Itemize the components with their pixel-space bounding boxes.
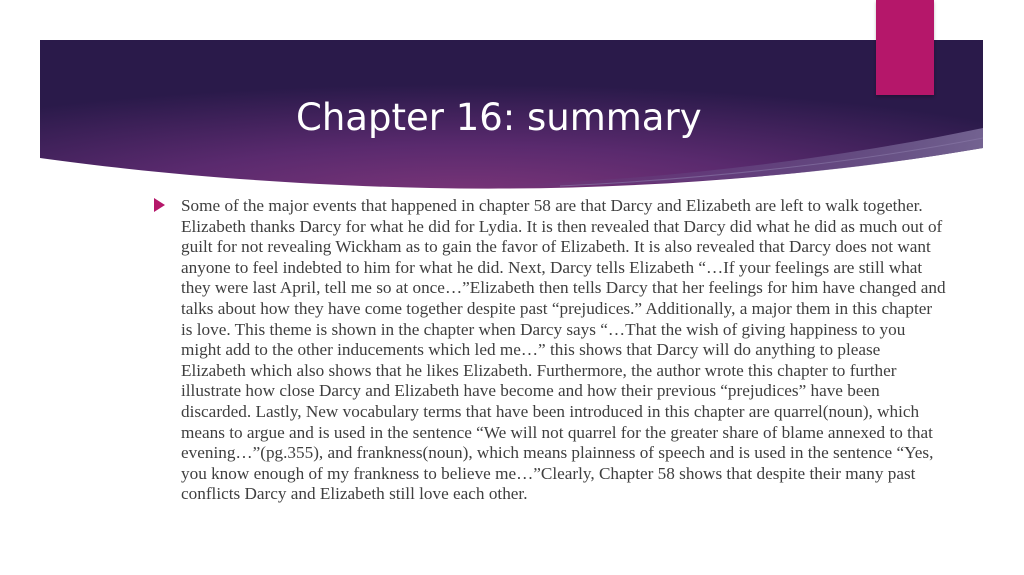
accent-tab — [876, 0, 934, 95]
bullet-text: Some of the major events that happened in chapter 58 are that Darcy and Elizabeth are left to walk together. Elizabeth thanks Darcy for what he did for Lydia. It is then revealed that Darcy did what he did as much out of guilt for not revealing Wickham as to gain the favor of Elizabeth. It is also revealed that Darcy does not want anyone to feel indebted to him for what he did. Next, Darcy tells Elizabeth “…If your feelings are still what they were last April, tell me so at once…”Elizabeth then tells Darcy that her feelings for him have changed and talks about how they have come together despite past “prejudices.” Additionally, a major them in this chapter is love. This theme is shown in the chapter when Darcy says “…That the wish of giving happiness to you might add to the other inducements which led me…” this shows that Darcy will do anything to please Elizabeth which also shows that he likes Elizabeth. Furthermore, the author wrote this chapter to further illustrate how close Darcy and Elizabeth have become and how their previous “prejudices” have been discarded. Lastly, New vocabulary terms that have been introduced in this chapter are quarrel(noun), which means to argue and is used in the sentence “We will not quarrel for the greater share of blame annexed to that evening…”(pg.355), and frankness(noun), which means plainness of speech and is used in the sentence “Yes, you know enough of my frankness to believe me…”Clearly, Chapter 58 shows that despite their many past conflicts Darcy and Elizabeth still love each other. — [181, 196, 946, 504]
slide-title: Chapter 16: summary — [296, 96, 702, 139]
triangle-right-icon — [154, 198, 165, 212]
